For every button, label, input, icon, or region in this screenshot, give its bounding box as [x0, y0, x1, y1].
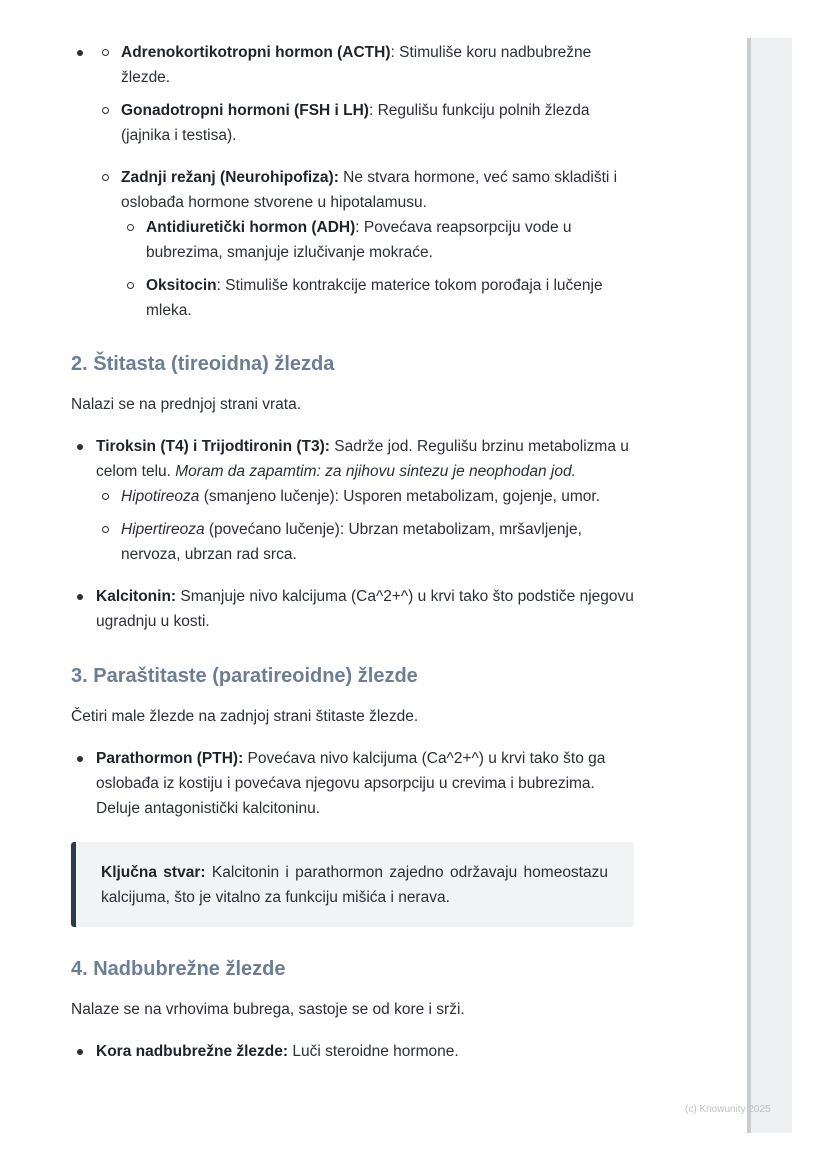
desc-neurohipofiza: Ne stvara hormone, već samo skladišti i oslobađa hormone stvorene u hipotalamusu. — [121, 169, 618, 211]
desc-fsh-lh: : Regulišu funkciju polnih žlezda (jajnika i testisa). — [121, 102, 590, 144]
pituitary-list — [71, 40, 634, 148]
adrenal-list — [71, 1039, 634, 1064]
desc-acth: : Stimuliše koru nadbubrežne žlezde. — [121, 44, 592, 86]
term-fsh-lh: Gonadotropni hormoni (FSH i LH) — [121, 102, 369, 119]
section-title-adrenal: 4. Nadbubrežne žlezde — [71, 958, 286, 980]
desc-hipertireoza: (povećano lučenje): Ubrzan metabolizam, mršavljenje, nervoza, ubrzan rad srca. — [121, 521, 582, 563]
term-kora: Kora nadbubrežne žlezde: — [96, 1043, 289, 1060]
desc-t4-t3: Sadrže jod. Regulišu brzinu metabolizma u celom telu. — [96, 438, 629, 480]
desc-pth: Povećava nivo kalcijuma (Ca^2+^) u krvi tako što ga oslobađa iz kostiju i povećava njegovu apsorpciju u crevima i bubrezima. Deluje antagonistički kalcitoninu. — [96, 750, 606, 817]
desc-adh: : Povećava reapsorpciju vode u bubrezima, smanjuje izlučivanje mokraće. — [146, 219, 572, 261]
thyroid-list — [71, 434, 634, 634]
desc-oksitocin: : Stimuliše kontrakcije materice tokom porođaja i lučenje mleka. — [146, 277, 603, 319]
callout-text: Kalcitonin i parathormon zajedno održavaju homeostazu kalcijuma, što je vitalno za funkciju mišića i nerava. — [101, 864, 608, 906]
parathyroid-list — [71, 746, 634, 821]
term-hipotireoza: Hipotireoza — [121, 488, 200, 505]
section-title-parathyroid: 3. Paraštitaste (paratireoidne) žlezde — [71, 665, 418, 687]
list-item-neurohipofiza — [96, 165, 634, 323]
note-iodine: Moram da zapamtim: za njihovu sintezu je neophodan jod. — [175, 463, 576, 480]
list-item-adh — [121, 215, 634, 265]
list-item-t4-t3 — [71, 434, 634, 567]
posterior-hormone-list — [121, 215, 634, 323]
list-item-pth — [71, 746, 634, 821]
list-item — [71, 40, 634, 148]
desc-kora: Luči steroidne hormone. — [288, 1043, 459, 1060]
thyroid-disorder-list — [96, 484, 634, 567]
copyright-watermark: (c) Knowunity 2025 — [685, 1104, 771, 1115]
list-item-acth — [96, 40, 634, 90]
term-kalcitonin: Kalcitonin: — [96, 588, 177, 605]
term-neurohipofiza: Zadnji režanj (Neurohipofiza): — [121, 169, 339, 186]
term-hipertireoza: Hipertireoza — [121, 521, 205, 538]
document-body — [71, 40, 634, 1064]
list-item-oksitocin — [121, 273, 634, 323]
callout-label: Ključna stvar: — [101, 864, 206, 881]
term-oksitocin: Oksitocin — [146, 277, 217, 294]
term-adh: Antidiuretički hormon (ADH) — [146, 219, 356, 236]
term-pth: Parathormon (PTH): — [96, 750, 244, 767]
anterior-hormone-list — [96, 40, 634, 148]
term-t4-t3: Tiroksin (T4) i Trijodtironin (T3): — [96, 438, 330, 455]
list-item-hipertireoza — [96, 517, 634, 567]
list-item-hipotireoza — [96, 484, 634, 509]
desc-hipotireoza: (smanjeno lučenje): Usporen metabolizam, gojenje, umor. — [199, 488, 601, 505]
scrollbar-track[interactable] — [747, 38, 751, 1133]
section-intro-thyroid: Nalazi se na prednjoj strani vrata. — [71, 396, 302, 413]
section-title-thyroid: 2. Štitasta (tireoidna) žlezda — [71, 353, 335, 375]
list-item-kalcitonin — [71, 584, 634, 634]
list-item-kora — [71, 1039, 634, 1064]
section-intro-parathyroid: Četiri male žlezde na zadnjoj strani štitaste žlezde. — [71, 708, 419, 725]
section-intro-adrenal: Nalaze se na vrhovima bubrega, sastoje se od kore i srži. — [71, 1001, 465, 1018]
posterior-lobe-list — [96, 165, 634, 323]
term-acth: Adrenokortikotropni hormon (ACTH) — [121, 44, 391, 61]
key-point-callout — [71, 842, 634, 927]
desc-kalcitonin: Smanjuje nivo kalcijuma (Ca^2+^) u krvi tako što podstiče njegovu ugradnju u kosti. — [96, 588, 634, 630]
list-item-fsh-lh — [96, 98, 634, 148]
right-sidebar-panel — [750, 38, 792, 1133]
